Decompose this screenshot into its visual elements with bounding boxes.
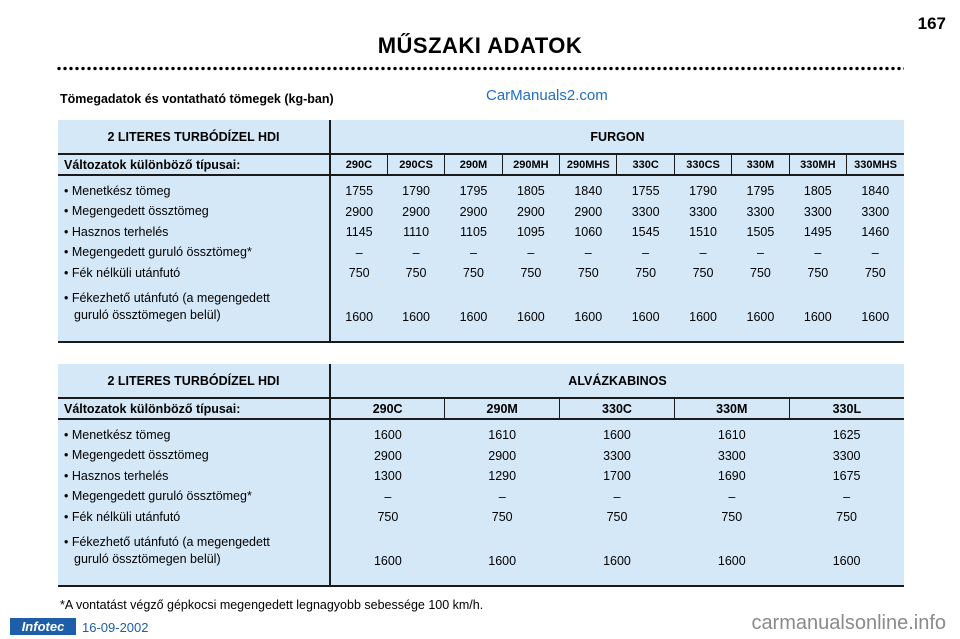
table-cell: 2900 xyxy=(373,448,402,463)
table-cell: 750 xyxy=(348,266,370,281)
alvaz-variant-row xyxy=(58,398,904,419)
table-cell: 750 xyxy=(807,266,829,281)
table-cell: 1495 xyxy=(803,225,832,240)
table-cell: – xyxy=(728,489,736,504)
row-label: • Menetkész tömeg xyxy=(58,419,330,446)
table-cell: 1060 xyxy=(574,225,603,240)
table-cell: 1600 xyxy=(459,309,488,324)
table-row xyxy=(58,487,904,508)
furgon-variant: 330CS xyxy=(674,154,731,175)
furgon-variant: 290C xyxy=(330,154,387,175)
alvaz-header-row xyxy=(58,364,904,398)
furgon-spec-table xyxy=(58,120,904,343)
section-heading: Tömegadatok és vontatható tömegek (kg-ban) xyxy=(60,92,334,106)
table-cell: 1600 xyxy=(373,428,402,443)
table-cell: 3300 xyxy=(861,204,890,219)
watermark-bottom: carmanualsonline.info xyxy=(751,612,946,634)
row-label-line: guruló össztömegen belül) xyxy=(74,307,221,322)
table-cell: 1145 xyxy=(345,225,373,240)
table-cell: 750 xyxy=(463,266,484,281)
row-label: • Hasznos terhelés xyxy=(58,466,330,487)
table-cell: 1610 xyxy=(717,428,746,443)
furgon-variant: 330MHS xyxy=(847,154,904,175)
table-cell: 1095 xyxy=(516,225,545,240)
furgon-variant: 290CS xyxy=(387,154,444,175)
table-cell: – xyxy=(470,245,477,260)
table-row xyxy=(58,466,904,487)
table-cell: 750 xyxy=(491,510,513,525)
furgon-variant: 330C xyxy=(617,154,674,175)
table-cell: – xyxy=(412,245,420,260)
row-label: • Megengedett guruló össztömeg* xyxy=(58,487,330,508)
table-cell: – xyxy=(871,245,879,260)
alvaz-variant: 290M xyxy=(445,398,560,419)
table-cell: 750 xyxy=(635,266,657,281)
row-label: • Hasznos terhelés xyxy=(58,222,330,243)
table-padding-cell xyxy=(58,327,330,342)
table-padding-row xyxy=(58,327,904,342)
table-cell: 2900 xyxy=(574,204,603,219)
alvaz-variant: 290C xyxy=(330,398,445,419)
alvaz-variant: 330L xyxy=(789,398,904,419)
table-row xyxy=(58,419,904,446)
table-cell: 1460 xyxy=(861,225,890,240)
table-row xyxy=(58,263,904,284)
footnote: *A vontatást végző gépkocsi megengedett legnagyobb sebessége 100 km/h. xyxy=(60,598,484,612)
table-cell: 1300 xyxy=(373,469,402,484)
table-cell: – xyxy=(613,489,621,504)
table-cell: 1505 xyxy=(746,225,775,240)
table-cell: 2900 xyxy=(516,204,545,219)
row-label: • Fék nélküli utánfutó xyxy=(58,507,330,528)
page-number: 167 xyxy=(917,14,946,33)
table-cell: 1625 xyxy=(832,428,861,443)
table-cell: – xyxy=(498,489,506,504)
table-cell: 1600 xyxy=(631,309,660,324)
row-label: • Megengedett össztömeg xyxy=(58,446,330,467)
row-label: • Fék nélküli utánfutó xyxy=(58,263,330,284)
table-cell: 1790 xyxy=(402,184,430,199)
alvaz-group-label: ALVÁZKABINOS xyxy=(568,373,667,388)
table-cell: 1805 xyxy=(516,184,545,199)
table-cell: 3300 xyxy=(832,448,861,463)
table-cell: 750 xyxy=(606,510,628,525)
table-padding-cell xyxy=(58,571,330,586)
table-cell: 1545 xyxy=(631,225,660,240)
table-cell: 1600 xyxy=(574,309,603,324)
table-cell: 750 xyxy=(577,266,599,281)
table-cell: 1840 xyxy=(574,184,603,199)
table-cell: 1600 xyxy=(717,553,746,568)
table-cell: 1110 xyxy=(403,225,430,240)
table-cell: – xyxy=(699,245,707,260)
table-cell: 750 xyxy=(864,266,886,281)
table-cell: 1600 xyxy=(832,553,861,568)
table-cell: 3300 xyxy=(631,204,660,219)
row-label xyxy=(58,528,330,571)
table-padding-cell xyxy=(330,571,904,586)
table-cell: 1755 xyxy=(631,184,660,199)
alvaz-engine-label: 2 LITERES TURBÓDÍZEL HDI xyxy=(58,364,330,398)
table-cell: – xyxy=(814,245,822,260)
table-cell: 3300 xyxy=(746,204,775,219)
alvaz-variant-label: Változatok különböző típusai: xyxy=(58,398,330,419)
table-cell: 2900 xyxy=(488,448,517,463)
row-label: • Megengedett össztömeg xyxy=(58,202,330,223)
table-cell: 1600 xyxy=(689,309,717,324)
table-cell: 750 xyxy=(520,266,542,281)
alvaz-variant: 330C xyxy=(560,398,675,419)
table-cell: 1790 xyxy=(689,184,717,199)
furgon-variant: 290M xyxy=(445,154,502,175)
table-cell: 2900 xyxy=(402,204,430,219)
table-row xyxy=(58,202,904,223)
row-label-line: • Fékezhető utánfutó (a megengedett xyxy=(64,290,270,305)
table-row xyxy=(58,243,904,264)
row-label-line: guruló össztömegen belül) xyxy=(74,551,221,566)
table-cell: 1290 xyxy=(488,469,517,484)
table-cell: 1600 xyxy=(603,553,631,568)
furgon-variant: 290MHS xyxy=(560,154,617,175)
furgon-engine-label: 2 LITERES TURBÓDÍZEL HDI xyxy=(58,120,330,154)
table-row xyxy=(58,222,904,243)
table-cell: 1700 xyxy=(603,469,631,484)
table-cell: – xyxy=(642,245,650,260)
table-cell: 3300 xyxy=(603,448,631,463)
table-cell: 1610 xyxy=(488,428,517,443)
row-label: • Megengedett guruló össztömeg* xyxy=(58,243,330,264)
furgon-group-label: FURGON xyxy=(590,129,645,144)
table-cell: – xyxy=(584,245,592,260)
table-cell: 1600 xyxy=(746,309,775,324)
table-cell: – xyxy=(843,489,851,504)
table-cell: 3300 xyxy=(717,448,746,463)
table-cell: 3300 xyxy=(803,204,832,219)
table-cell: 1805 xyxy=(803,184,832,199)
table-cell: 1600 xyxy=(488,553,517,568)
furgon-variant-label: Változatok különböző típusai: xyxy=(58,154,330,175)
table-row xyxy=(58,284,904,327)
furgon-header-row xyxy=(58,120,904,154)
table-cell: 750 xyxy=(377,510,399,525)
table-cell: 750 xyxy=(836,510,858,525)
table-cell: 1600 xyxy=(402,309,430,324)
table-row xyxy=(58,446,904,467)
table-cell: 1755 xyxy=(345,184,374,199)
print-date: 16-09-2002 xyxy=(82,620,149,635)
row-label-line: • Fékezhető utánfutó (a megengedett xyxy=(64,534,270,549)
table-cell: 1675 xyxy=(832,469,861,484)
table-cell: – xyxy=(527,245,535,260)
table-cell: 1600 xyxy=(373,553,402,568)
table-cell: 1600 xyxy=(516,309,545,324)
table-cell: 750 xyxy=(750,266,771,281)
table-cell: 750 xyxy=(405,266,427,281)
table-cell: 3300 xyxy=(689,204,717,219)
table-cell: 750 xyxy=(721,510,743,525)
table-cell: 1600 xyxy=(803,309,832,324)
table-cell: – xyxy=(384,489,392,504)
alvaz-spec-table xyxy=(58,364,904,587)
furgon-variant: 330M xyxy=(732,154,789,175)
row-label xyxy=(58,284,330,327)
brand-logo: Infotec xyxy=(10,618,76,635)
dotted-divider xyxy=(56,66,904,71)
alvaz-variant: 330M xyxy=(674,398,789,419)
furgon-variant: 330MH xyxy=(789,154,846,175)
row-label: • Menetkész tömeg xyxy=(58,175,330,202)
watermark-top: CarManuals2.com xyxy=(486,87,608,104)
table-row xyxy=(58,507,904,528)
table-cell: 1105 xyxy=(460,225,487,240)
furgon-variant: 290MH xyxy=(502,154,559,175)
table-cell: – xyxy=(355,245,363,260)
table-cell: 1795 xyxy=(459,184,488,199)
furgon-variant-row xyxy=(58,154,904,175)
table-row xyxy=(58,528,904,571)
table-row xyxy=(58,175,904,202)
table-cell: 1840 xyxy=(861,184,890,199)
table-cell: 2900 xyxy=(345,204,374,219)
table-cell: 1600 xyxy=(861,309,890,324)
table-cell: 1690 xyxy=(717,469,746,484)
page-title: MŰSZAKI ADATOK xyxy=(377,33,583,58)
table-cell: 750 xyxy=(692,266,714,281)
table-cell: – xyxy=(756,245,764,260)
table-padding-cell xyxy=(330,327,904,342)
table-cell: 1600 xyxy=(603,428,631,443)
table-cell: 1510 xyxy=(689,225,717,240)
table-cell: 1795 xyxy=(746,184,775,199)
table-cell: 1600 xyxy=(345,309,374,324)
table-padding-row xyxy=(58,571,904,586)
table-cell: 2900 xyxy=(459,204,488,219)
